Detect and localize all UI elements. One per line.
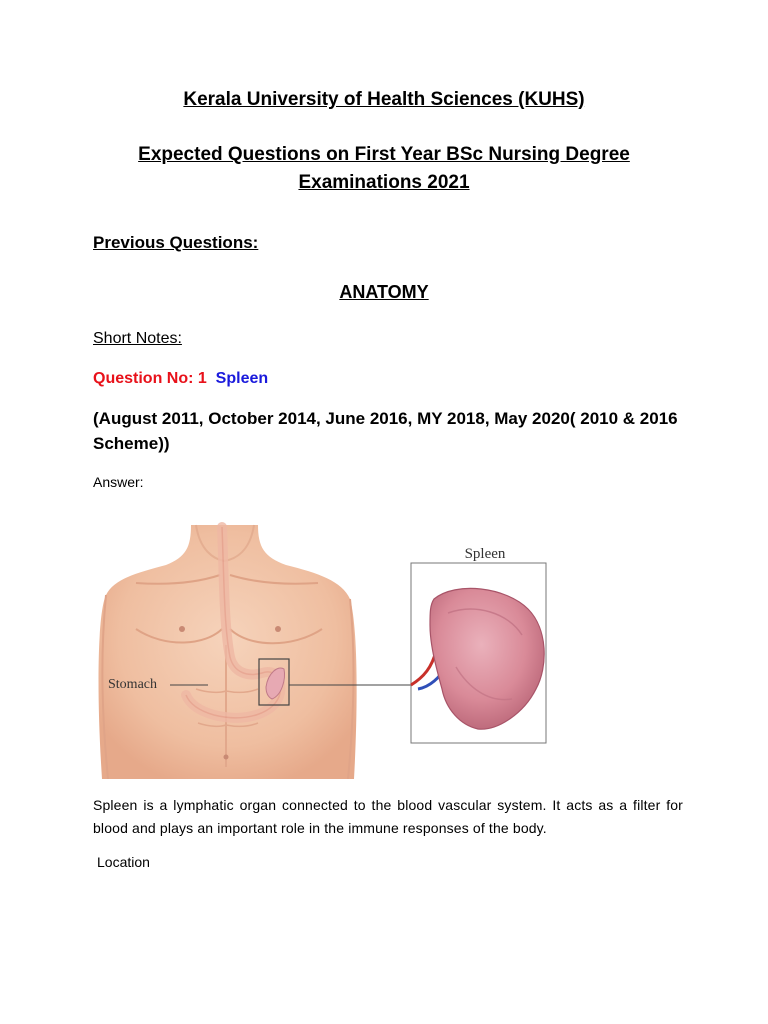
answer-label: Answer: (93, 474, 144, 490)
question-line (93, 367, 268, 391)
question-topic: Spleen (215, 370, 269, 387)
spleen-detail-panel (411, 546, 546, 743)
spleen-description: Spleen is a lymphatic organ connected to the blood vascular system. It acts as a filter for blood and plays an important role in the immune responses of the body. (93, 797, 683, 836)
location-heading: Location (97, 854, 150, 870)
question-number: Question No: 1 (93, 370, 207, 387)
short-notes-heading: Short Notes: (93, 330, 182, 347)
question-dates: (August 2011, October 2014, June 2016, MY 2018, May 2020( 2010 & 2016 Scheme)) (93, 409, 678, 453)
previous-questions-heading: Previous Questions: (93, 233, 259, 252)
university-title: Kerala University of Health Sciences (KUHS) (183, 89, 585, 110)
stomach-label: Stomach (108, 677, 157, 692)
exam-title: Expected Questions on First Year BSc Nursing Degree Examinations 2021 (138, 144, 630, 193)
spleen-anatomy-illustration (96, 517, 556, 779)
spleen-label: Spleen (464, 546, 506, 562)
subject-heading: ANATOMY (339, 282, 429, 302)
